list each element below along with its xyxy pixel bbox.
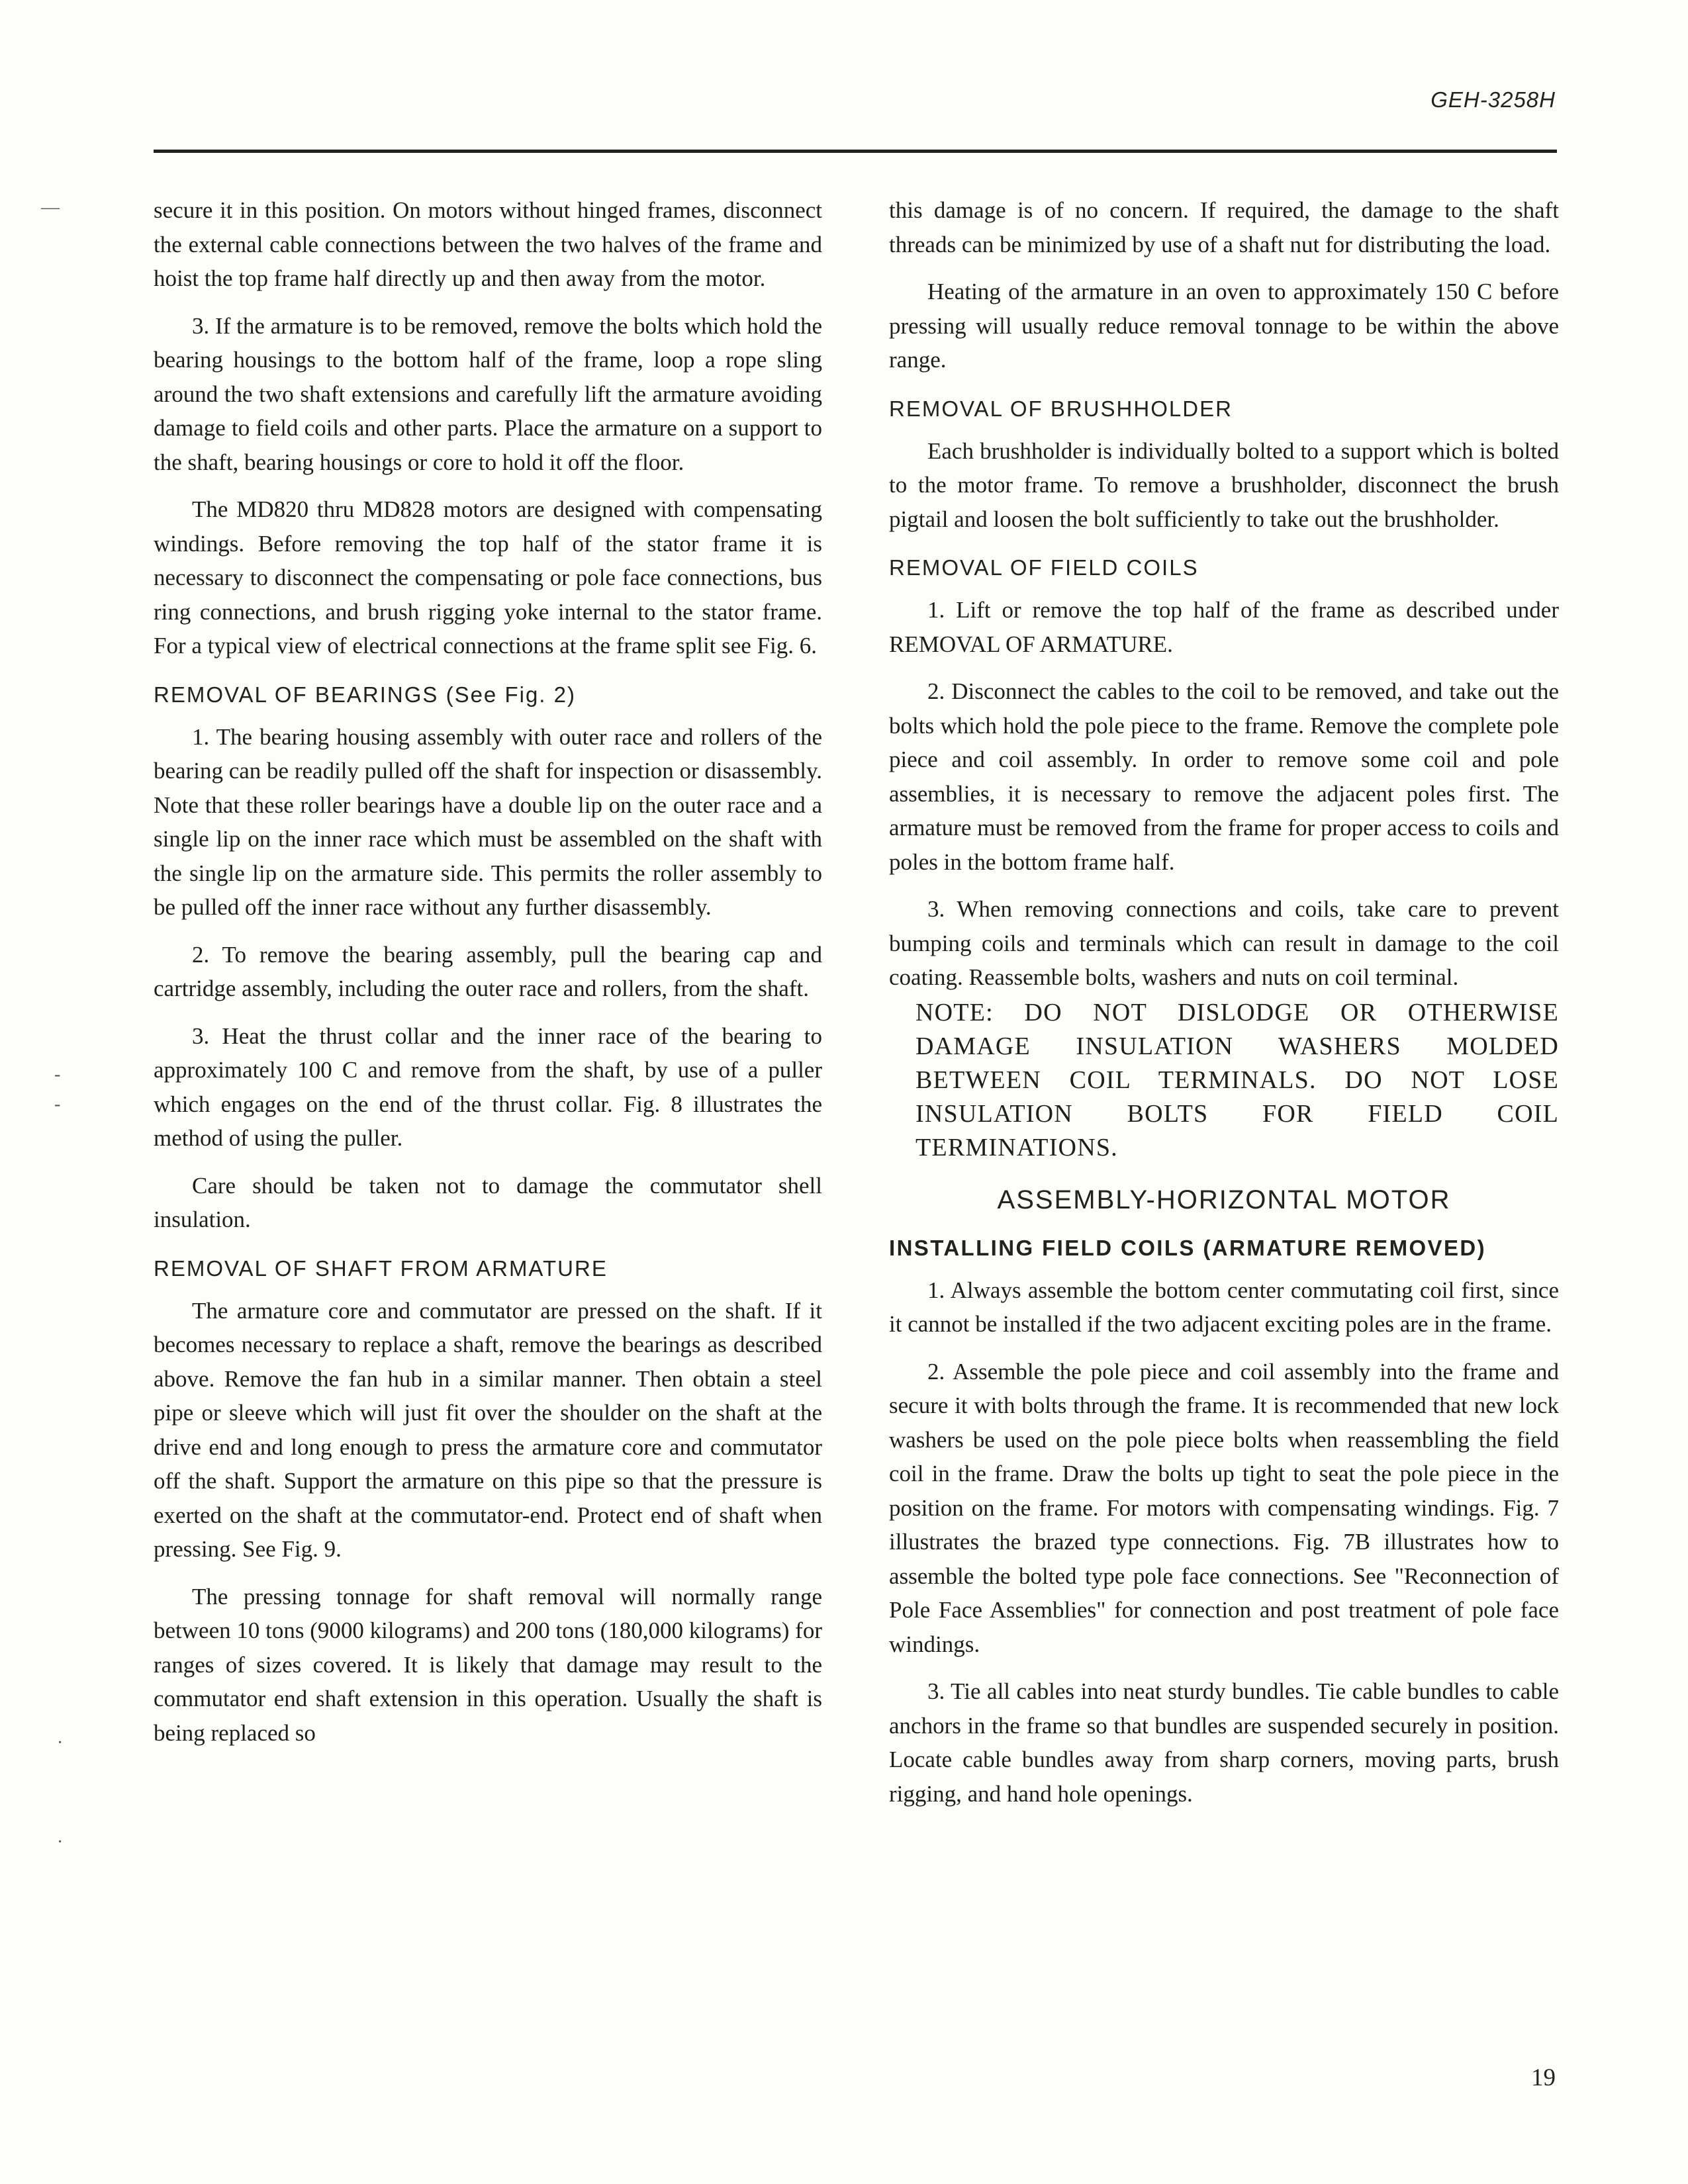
section-heading: REMOVAL OF SHAFT FROM ARMATURE <box>154 1255 608 1281</box>
paragraph: 1. The bearing housing assembly with outer race and rollers of the bearing can be readily pulled off the shaft for inspection or disassembly. Note that these roller bearings have a double lip on the outer race and a single lip on the inner race which must be assembled on the shaft with the single lip on the armature side. This permits the roller assembly to be pulled off the inner race without any further disassembly. <box>154 723 822 920</box>
scan-mark: · <box>57 1832 64 1852</box>
paragraph: 3. Heat the thrust collar and the inner race of the bearing to approximately 100 C and remove from the shaft, by use of a puller which engages on the end of the thrust collar. Fig. 8 illustrates the method of using the puller. <box>154 1023 822 1151</box>
scan-mark: — <box>41 197 60 218</box>
section-title: ASSEMBLY-HORIZONTAL MOTOR <box>997 1185 1451 1214</box>
paragraph: 3. Tie all cables into neat sturdy bundles. Tie cable bundles to cable anchors in the frame so that bundles are suspended securely in position. Locate cable bundles away from sharp corners, moving parts, brush rigging, and hand hole openings. <box>889 1678 1559 1807</box>
paragraph: Care should be taken not to damage the commutator shell insulation. <box>154 1172 822 1232</box>
paragraph: Each brushholder is individually bolted to a support which is bolted to the motor frame. To remove a brushholder, disconnect the brush pigtail and loosen the bolt sufficiently to take out the brushholder. <box>889 437 1559 532</box>
left-column <box>154 193 822 1750</box>
page-number: 19 <box>1531 2064 1556 2091</box>
paragraph: 2. Assemble the pole piece and coil assembly into the frame and secure it with bolts through the frame. It is recommended that new lock washers be used on the pole piece bolts when reassembling the field coil in the frame. Draw the bolts up tight to seat the pole piece in the position on the frame. For motors with compensating windings. Fig. 7 illustrates the brazed type connections. Fig. 7B illustrates how to assemble the bolted type pole face connections. See "Reconnection of Pole Face Assemblies" for connection and post treatment of pole face windings. <box>889 1358 1559 1657</box>
section-heading: REMOVAL OF FIELD COILS <box>889 555 1199 580</box>
paragraph: 2. Disconnect the cables to the coil to be removed, and take out the bolts which hold the pole piece to the frame. Remove the complete pole piece and coil assembly. In order to remove some coil and pole assemblies, it is necessary to remove the adjacent poles first. The armature must be removed from the frame for proper access to coils and poles in the bottom frame half. <box>889 678 1559 875</box>
paragraph: 2. To remove the bearing assembly, pull the bearing cap and cartridge assembly, including the outer race and rollers, from the shaft. <box>154 941 822 1001</box>
paragraph: 3. When removing connections and coils, take care to prevent bumping coils and terminals which can result in damage to the coil coating. Reassemble bolts, washers and nuts on coil terminal. <box>889 896 1559 990</box>
section-heading: REMOVAL OF BRUSHHOLDER <box>889 396 1233 421</box>
paragraph: 3. If the armature is to be removed, remove the bolts which hold the bearing housings to the bottom half of the frame, loop a rope sling around the two shaft extensions and carefully lift the armature avoiding damage to field coils and other parts. Place the armature on a support to the shaft, bearing housings or core to hold it off the floor. <box>154 312 822 475</box>
scan-mark: · <box>57 1733 64 1753</box>
scan-mark: - <box>54 1094 61 1115</box>
scan-mark: - <box>54 1064 61 1085</box>
paragraph: this damage is of no concern. If required, the damage to the shaft threads can be minimized by use of a shaft nut for distributing the load. <box>889 197 1559 257</box>
paragraph: 1. Always assemble the bottom center commutating coil first, since it cannot be installed if the two adjacent exciting poles are in the frame. <box>889 1277 1559 1337</box>
header-rule <box>154 150 1557 153</box>
paragraph: secure it in this position. On motors without hinged frames, disconnect the external cable connections between the two halves of the frame and hoist the top frame half directly up and then away from the motor. <box>154 197 822 291</box>
section-heading: REMOVAL OF BEARINGS (See Fig. 2) <box>154 682 576 707</box>
paragraph: The armature core and commutator are pressed on the shaft. If it becomes necessary to replace a shaft, remove the bearings as described above. Remove the fan hub in a similar manner. Then obtain a steel pipe or sleeve which will just fit over the shoulder on the shaft at the drive end and long enough to press the armature core and commutator off the shaft. Support the armature on this pipe so that the pressure is exerted on the shaft at the commutator-end. Protect end of shaft when pressing. See Fig. 9. <box>154 1297 822 1562</box>
section-heading: INSTALLING FIELD COILS (ARMATURE REMOVED) <box>889 1235 1486 1260</box>
right-column <box>889 193 1559 1811</box>
paragraph: The MD820 thru MD828 motors are designed with compensating windings. Before removing the top half of the stator frame it is necessary to disconnect the compensating or pole face connections, bus ring connections, and brush rigging yoke internal to the stator frame. For a typical view of electrical connections at the frame split see Fig. 6. <box>154 496 822 659</box>
paragraph: Heating of the armature in an oven to approximately 150 C before pressing will usually reduce removal tonnage to be within the above range. <box>889 279 1559 373</box>
note-block: NOTE: DO NOT DISLODGE OR OTHERWISE DAMAGE INSULATION WASHERS MOLDED BETWEEN COIL TERMINALS. DO NOT LOSE INSULATION BOLTS FOR FIELD COIL TERMINATIONS. <box>915 998 1559 1161</box>
paragraph: The pressing tonnage for shaft removal will normally range between 10 tons (9000 kilograms) and 200 tons (180,000 kilograms) for ranges of sizes covered. It is likely that damage may result to the commutator end shaft extension in this operation. Usually the shaft is being replaced so <box>154 1583 822 1746</box>
document-id: GEH-3258H <box>1430 87 1556 112</box>
paragraph: 1. Lift or remove the top half of the frame as described under REMOVAL OF ARMATURE. <box>889 597 1559 657</box>
